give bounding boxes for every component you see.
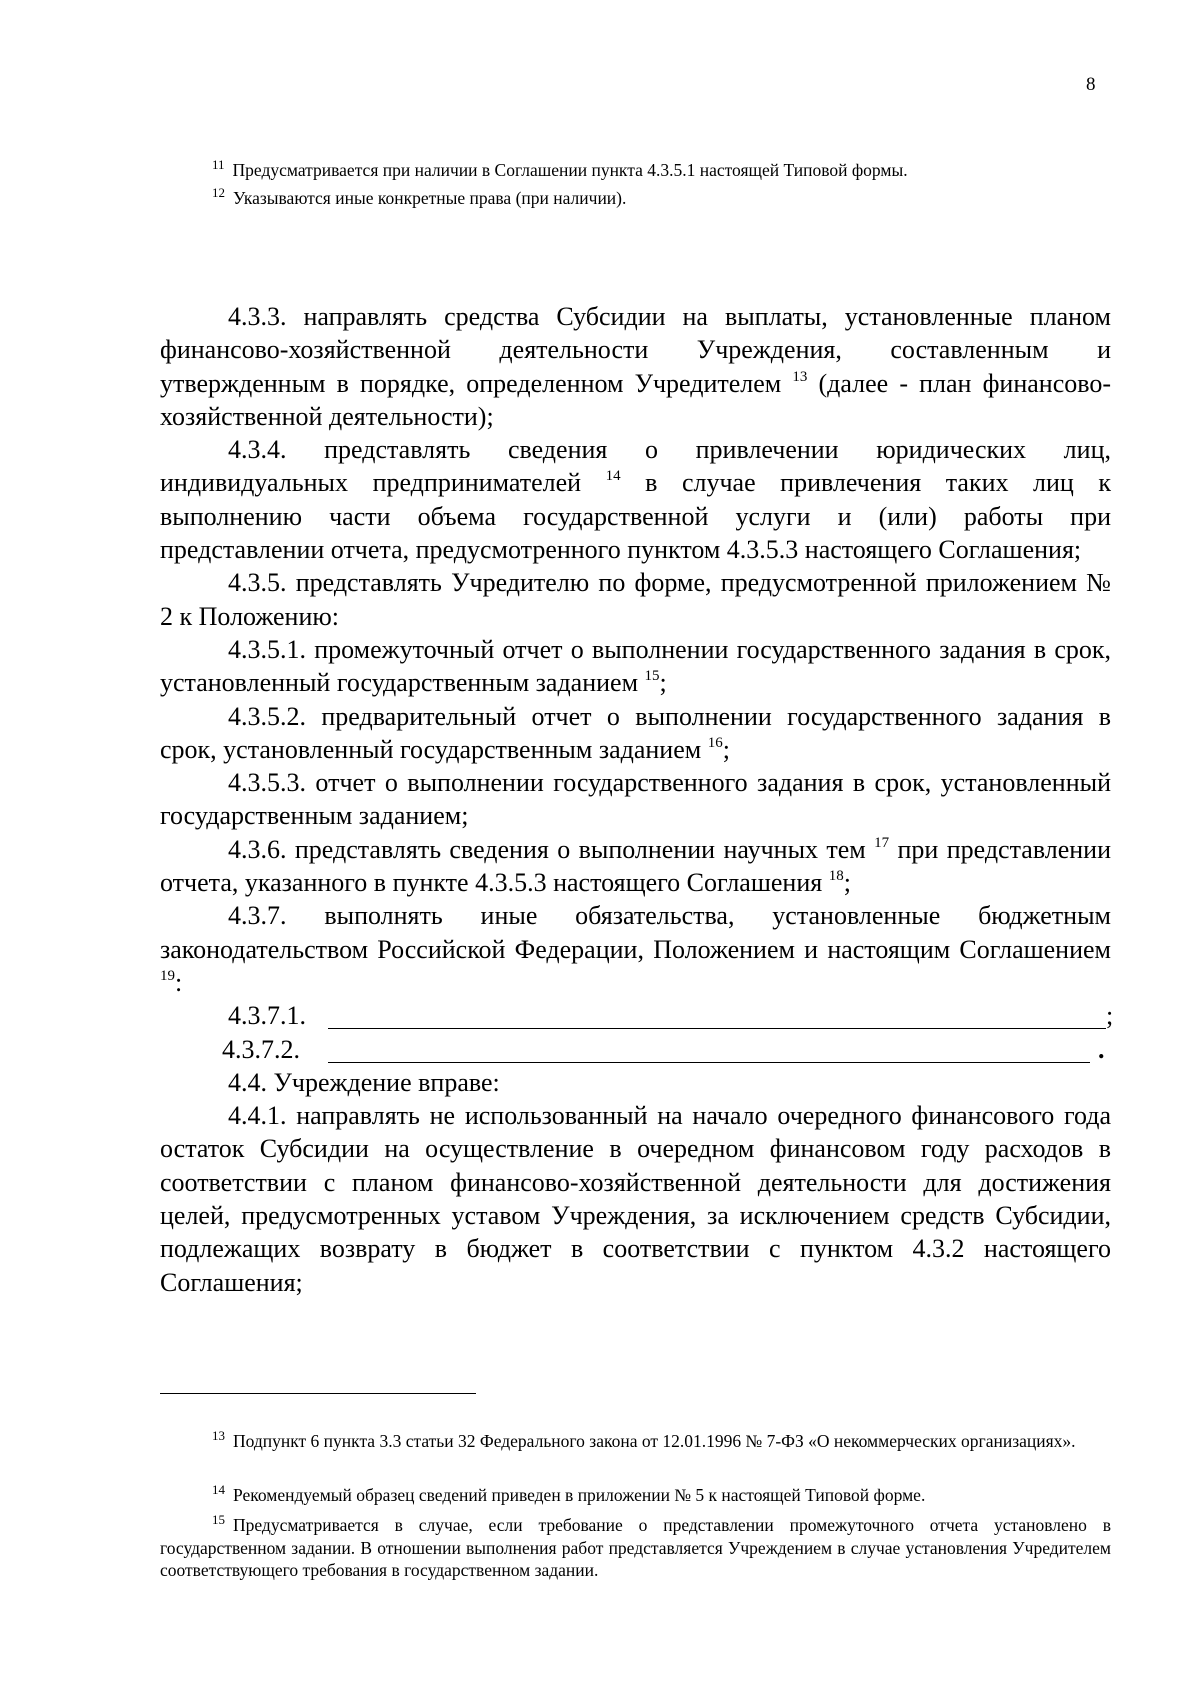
clause-4-4: 4.4. Учреждение вправе:: [228, 1067, 500, 1097]
footnote-ref: 17: [874, 834, 890, 851]
clause-4-3-7-1: [160, 999, 1114, 1032]
blank-fill-line: [328, 1028, 1106, 1029]
footnote-ref: 16: [707, 734, 723, 751]
footnote-ref: 14: [605, 468, 621, 485]
clause-4-4-1: 4.4.1. направлять не использованный на начало очередного финансового года остаток Субсидии на осуществление в очередном финансовом году расходов в соответствии с планом финансово-хозяйственной деятельности для достижения целей, предусмотренных уставом Учреждения, за исключением средств Субсидии, подлежащих возврату в бюджет в соответствии с пунктом 4.3.2 настоящего Соглашения;: [160, 1101, 1111, 1297]
footnote-number: 15: [212, 1512, 225, 1527]
footnote-15: [160, 1514, 1111, 1582]
footnote-13: [160, 1430, 1111, 1453]
footnote-text: Указываются иные конкретные права (при наличии).: [233, 188, 627, 208]
footnote-number: 13: [212, 1428, 225, 1443]
footnote-text: Предусматривается при наличии в Соглашении пункта 4.3.5.1 настоящей Типовой формы.: [232, 160, 908, 180]
footnote-ref: 15: [644, 668, 660, 685]
footnote-11: $^{11}$ Предусматривается при наличии в Соглашении пункта 4.3.5.1 настоящей Типовой формы.: [212, 157, 908, 180]
clause-label: 4.3.7.2.: [222, 1034, 300, 1064]
footnote-ref: 19: [160, 967, 175, 984]
footnote-14: [160, 1484, 1111, 1507]
footnote-text: Предусматривается в случае, если требование о представлении промежуточного отчета установлено в государственном задании. В отношении выполнения работ представляется Учреждением в случае установления Учредителем соответствующего требования в государственном задании.: [160, 1515, 1111, 1580]
page-number: 8: [1086, 74, 1096, 95]
footnote-12: $^{12}$ Указываются иные конкретные права (при наличии).: [212, 185, 627, 208]
clause-4-3-5-3: 4.3.5.3. отчет о выполнении государственного задания в срок, установленный государственным заданием;: [160, 768, 1111, 831]
blank-fill-line: [328, 1062, 1090, 1063]
clause-end: ;: [1106, 1001, 1114, 1031]
footnote-separator: [160, 1393, 476, 1394]
footnote-text: Рекомендуемый образец сведений приведен в приложении № 5 к настоящей Типовой форме.: [233, 1485, 926, 1505]
clause-4-3-6: 4.3.6. представлять сведения о выполнении научных тем $^{17}$ при представлении отчета, указанного в пункте 4.3.5.3 настоящего Соглашения $^{18}$;: [160, 834, 1112, 898]
clause-4-3-5-2: 4.3.5.2. предварительный отчет о выполнении государственного задания в срок, установленный государственным заданием $^{16}$;: [160, 701, 1111, 764]
clause-4-3-4: 4.3.4. представлять сведения о привлечении юридических лиц, индивидуальных предпринимателей $^{14}$ в случае привлечения таких лиц к выполнению части объема государственной услуги и (или) работы при представлении отчета, предусмотренного пунктом 4.3.5.3 настоящего Соглашения;: [160, 435, 1112, 565]
clause-4-3-5: 4.3.5. представлять Учредителю по форме, предусмотренной приложением № 2 к Положению:: [160, 568, 1111, 631]
footnote-number: 14: [212, 1482, 225, 1497]
clause-4-3-5-1: 4.3.5.1. промежуточный отчет о выполнении государственного задания в срок, установленный государственным заданием $^{15}$;: [160, 634, 1111, 698]
clause-label: 4.3.7.1.: [228, 1001, 306, 1031]
clause-end: .: [1098, 1034, 1105, 1064]
clause-4-3-3: 4.3.3. направлять средства Субсидии на выплаты, установленные планом финансово-хозяйственной деятельности Учреждения, составленным и утвержденным в порядке, определенном Учредителем $^{13}$ (далее - план финансово-хозяйственной деятельности);: [160, 302, 1112, 431]
clause-4-3-7-2: [160, 1033, 1111, 1066]
footnote-ref: 18: [828, 868, 844, 885]
footnote-ref: 13: [792, 368, 808, 385]
footnote-text: Подпункт 6 пункта 3.3 статьи 32 Федерального закона от 12.01.1996 № 7-ФЗ «О некоммерческих организациях».: [233, 1431, 1076, 1451]
main-text: [160, 300, 1114, 1299]
clause-4-3-7: 4.3.7. выполнять иные обязательства, установленные бюджетным законодательством Российской Федерации, Положением и настоящим Соглашением $^{19}$:: [160, 901, 1111, 997]
